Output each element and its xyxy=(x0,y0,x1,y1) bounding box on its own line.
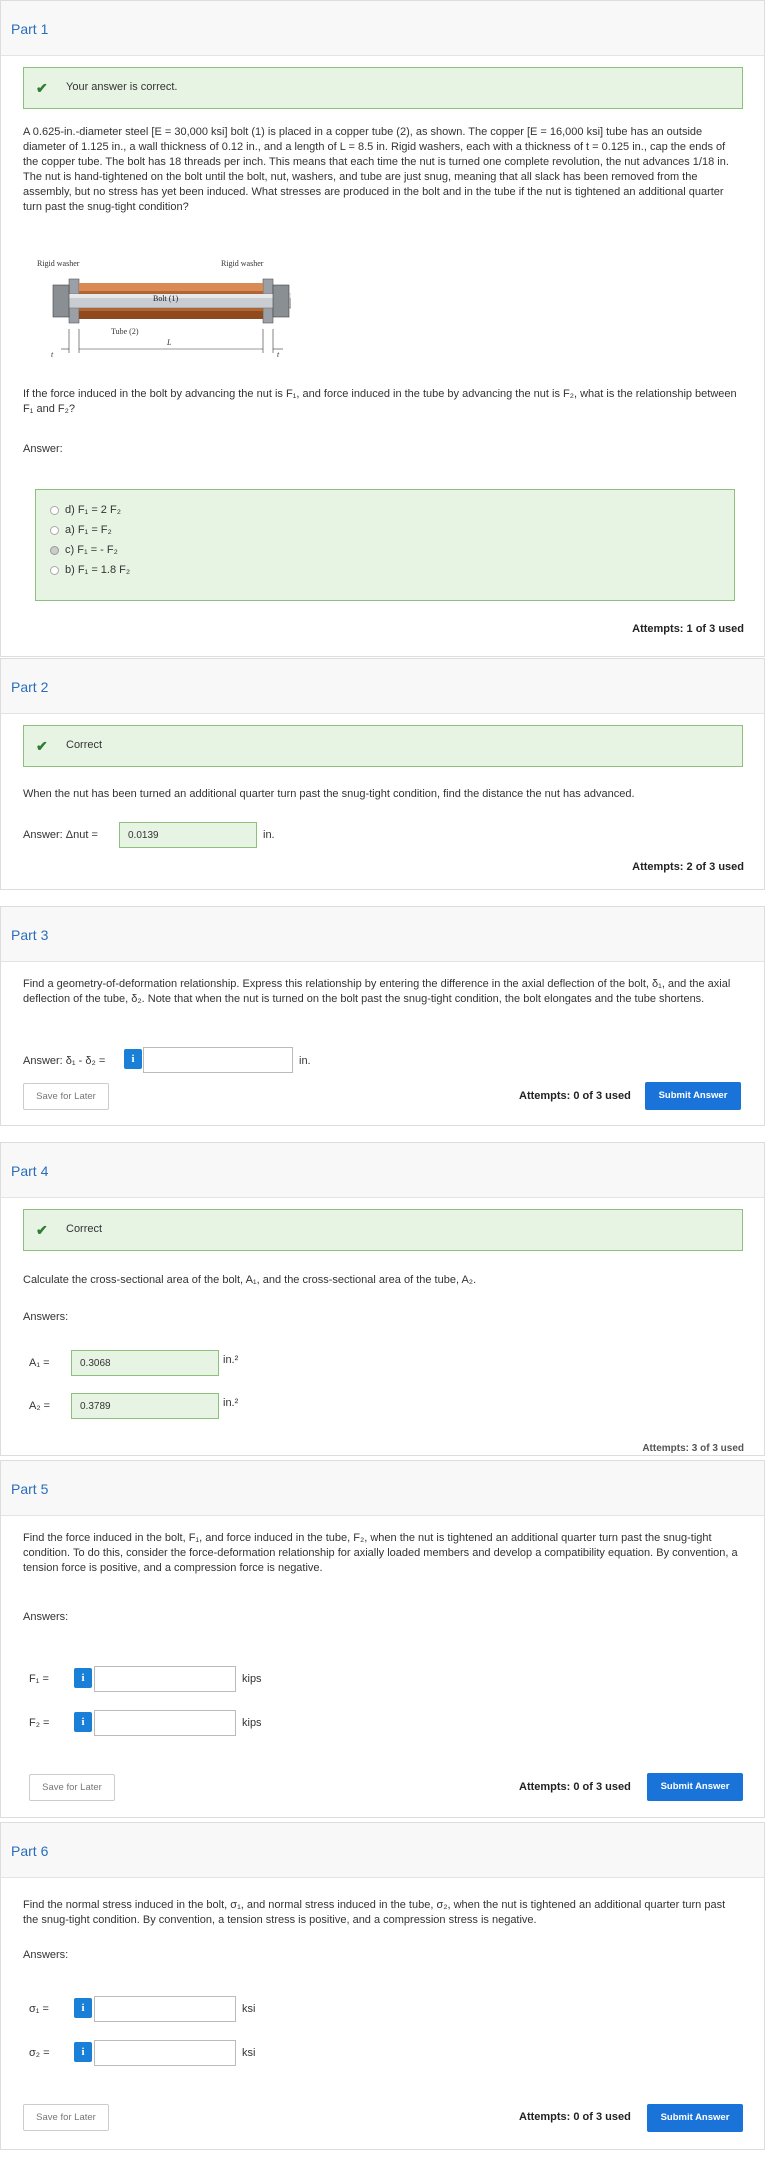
option-c-label: c) F₁ = - F₂ xyxy=(65,544,118,556)
part-1-answer-label: Answer: xyxy=(23,443,63,455)
deflection-difference-input[interactable] xyxy=(143,1047,293,1073)
f2-unit: kips xyxy=(242,1717,262,1729)
figure-label-washer-right: Rigid washer xyxy=(221,259,264,268)
part-3-title: Part 3 xyxy=(11,927,49,943)
part-4-question: Calculate the cross-sectional area of the bolt, A₁, and the cross-sectional area of the tube, A₂. xyxy=(23,1274,477,1286)
part-5-submit-button[interactable]: Submit Answer xyxy=(647,1773,743,1801)
part-5-attempts: Attempts: 0 of 3 used xyxy=(519,1781,631,1793)
part-6-submit-button[interactable]: Submit Answer xyxy=(647,2104,743,2132)
bolt-tube-figure xyxy=(31,253,291,363)
figure-label-t-left: t xyxy=(51,350,54,359)
f1-unit: kips xyxy=(242,1673,262,1685)
part-2-header xyxy=(1,659,764,714)
part-5-question: Find the force induced in the bolt, F₁, and force induced in the tube, F₂, when the nut is tightened an additional quarter turn past the snug-tight condition. To do this, consider the force-deformation relationship for axially loaded members and develop a compatibility equation. By convention, a tension force is positive, and a compression force is negative. xyxy=(23,1532,738,1574)
sigma2-input[interactable] xyxy=(94,2040,236,2066)
part-5-answers-label: Answers: xyxy=(23,1611,69,1623)
radio-option-a[interactable] xyxy=(50,526,59,535)
part-4-section xyxy=(0,1142,765,1456)
option-c[interactable] xyxy=(50,544,118,556)
check-icon: ✔ xyxy=(36,738,48,754)
part-6-section xyxy=(0,1822,765,2150)
a2-value: 0.3789 xyxy=(80,1401,111,1412)
alert-message: Correct xyxy=(66,739,103,751)
part-3-unit: in. xyxy=(299,1055,311,1067)
option-d[interactable] xyxy=(50,504,121,516)
check-icon: ✔ xyxy=(36,1222,48,1238)
a2-input[interactable] xyxy=(71,1393,219,1419)
figure-label-washer-left: Rigid washer xyxy=(37,259,80,268)
f1-label: F₁ = xyxy=(29,1673,49,1685)
info-icon[interactable]: i xyxy=(74,1998,92,2018)
part-2-section xyxy=(0,658,765,890)
option-a[interactable] xyxy=(50,524,112,536)
info-icon[interactable]: i xyxy=(124,1049,142,1069)
sigma1-label: σ₁ = xyxy=(29,2003,49,2015)
option-d-label: d) F₁ = 2 F₂ xyxy=(65,504,121,516)
part-4-answers-label: Answers: xyxy=(23,1311,69,1323)
part-2-answer-label: Answer: Δnut = xyxy=(23,829,98,841)
part-5-header xyxy=(1,1461,764,1516)
figure-label-bolt: Bolt (1) xyxy=(153,294,179,303)
part-1-question: A 0.625-in.-diameter steel [E = 30,000 ksi] bolt (1) is placed in a copper tube (2), as shown. The copper [E = 16,000 ksi] tube has an outside diameter of 1.125 in., a wall thickness of 0.12 in., and a length of L = 8.5 in. Rigid washers, each with a thickness of t = 0.125 in., cap the ends of the copper tube. The bolt has 18 threads per inch. This means that each time the nut is turned one complete revolution, the nut advances 1/18 in. The nut is hand-tightened on the bolt until the bolt, nut, washers, and tube are just snug, meaning that all slack has been removed from the assembly, but no stress has yet been induced. What stresses are produced in the bolt and in the tube if the nut is tightened an additional quarter turn past the snug-tight condition? xyxy=(23,126,729,213)
info-icon[interactable]: i xyxy=(74,2042,92,2062)
radio-option-c[interactable] xyxy=(50,546,59,555)
a1-input[interactable] xyxy=(71,1350,219,1376)
part-4-attempts: Attempts: 3 of 3 used xyxy=(642,1443,744,1454)
part-3-section xyxy=(0,906,765,1126)
alert-message: Your answer is correct. xyxy=(66,81,178,93)
part-4-header xyxy=(1,1143,764,1198)
bolt-tube-diagram xyxy=(31,253,291,363)
radio-option-b[interactable] xyxy=(50,566,59,575)
part-1-attempts: Attempts: 1 of 3 used xyxy=(632,623,744,635)
multiple-choice-box xyxy=(35,489,735,601)
option-b-label: b) F₁ = 1.8 F₂ xyxy=(65,564,131,576)
part-5-save-button[interactable]: Save for Later xyxy=(29,1774,115,1801)
a1-value: 0.3068 xyxy=(80,1358,111,1369)
sigma1-unit: ksi xyxy=(242,2003,256,2015)
part-6-header xyxy=(1,1823,764,1878)
part-4-title: Part 4 xyxy=(11,1163,49,1179)
part-1-prompt: If the force induced in the bolt by advancing the nut is F₁, and force induced in the tube by advancing the nut is F₂, what is the relationship between F₁ and F₂? xyxy=(23,388,737,415)
f2-input[interactable] xyxy=(94,1710,236,1736)
part-4-correct-alert xyxy=(23,1209,743,1251)
sigma2-label: σ₂ = xyxy=(29,2047,50,2059)
part-2-question: When the nut has been turned an additional quarter turn past the snug-tight condition, find the distance the nut has advanced. xyxy=(23,788,635,800)
info-icon[interactable]: i xyxy=(74,1668,92,1688)
part-1-header xyxy=(1,1,764,56)
part-2-attempts: Attempts: 2 of 3 used xyxy=(632,861,744,873)
part-5-section xyxy=(0,1460,765,1818)
nut xyxy=(273,285,289,317)
part-6-attempts: Attempts: 0 of 3 used xyxy=(519,2111,631,2123)
a2-label: A₂ = xyxy=(29,1400,51,1412)
part-1-title: Part 1 xyxy=(11,21,49,37)
alert-message: Correct xyxy=(66,1223,103,1235)
part-6-save-button[interactable]: Save for Later xyxy=(23,2104,109,2131)
part-3-attempts: Attempts: 0 of 3 used xyxy=(519,1090,631,1102)
part-2-unit: in. xyxy=(263,829,275,841)
part-5-title: Part 5 xyxy=(11,1481,49,1497)
figure-label-L: L xyxy=(167,338,172,347)
a1-label: A₁ = xyxy=(29,1357,50,1369)
f1-input[interactable] xyxy=(94,1666,236,1692)
info-icon[interactable]: i xyxy=(74,1712,92,1732)
part-6-question: Find the normal stress induced in the bolt, σ₁, and normal stress induced in the tube, σ₂, when the nut is tightened an additional quarter turn past the snug-tight condition. By convention, a tension stress is positive, and a compression stress is negative. xyxy=(23,1899,726,1926)
part-3-header xyxy=(1,907,764,962)
option-b[interactable] xyxy=(50,564,130,576)
part-1-correct-alert xyxy=(23,67,743,109)
figure-label-t-right: t xyxy=(277,350,280,359)
sigma1-input[interactable] xyxy=(94,1996,236,2022)
f2-label: F₂ = xyxy=(29,1717,50,1729)
delta-nut-value: 0.0139 xyxy=(128,830,159,841)
a2-unit: in.² xyxy=(223,1397,239,1409)
part-1-section xyxy=(0,0,765,657)
part-3-question: Find a geometry-of-deformation relationship. Express this relationship by entering the difference in the axial deflection of the bolt, δ₁, and the axial deflection of the tube, δ₂. Note that when the nut is turned on the bolt past the snug-tight condition, the bolt elongates and the tube shortens. xyxy=(23,978,731,1005)
part-2-correct-alert xyxy=(23,725,743,767)
sigma2-unit: ksi xyxy=(242,2047,256,2059)
part-3-answer-label: Answer: δ₁ - δ₂ = xyxy=(23,1055,106,1067)
figure-label-tube: Tube (2) xyxy=(111,327,139,336)
delta-nut-input[interactable] xyxy=(119,822,257,848)
bolt-head xyxy=(53,285,69,317)
option-a-label: a) F₁ = F₂ xyxy=(65,524,112,536)
check-icon: ✔ xyxy=(36,80,48,96)
radio-option-d[interactable] xyxy=(50,506,59,515)
part-3-submit-button[interactable]: Submit Answer xyxy=(645,1082,741,1110)
part-6-title: Part 6 xyxy=(11,1843,49,1859)
a1-unit: in.² xyxy=(223,1354,239,1366)
part-6-answers-label: Answers: xyxy=(23,1949,69,1961)
part-3-save-button[interactable]: Save for Later xyxy=(23,1083,109,1110)
part-2-title: Part 2 xyxy=(11,679,49,695)
